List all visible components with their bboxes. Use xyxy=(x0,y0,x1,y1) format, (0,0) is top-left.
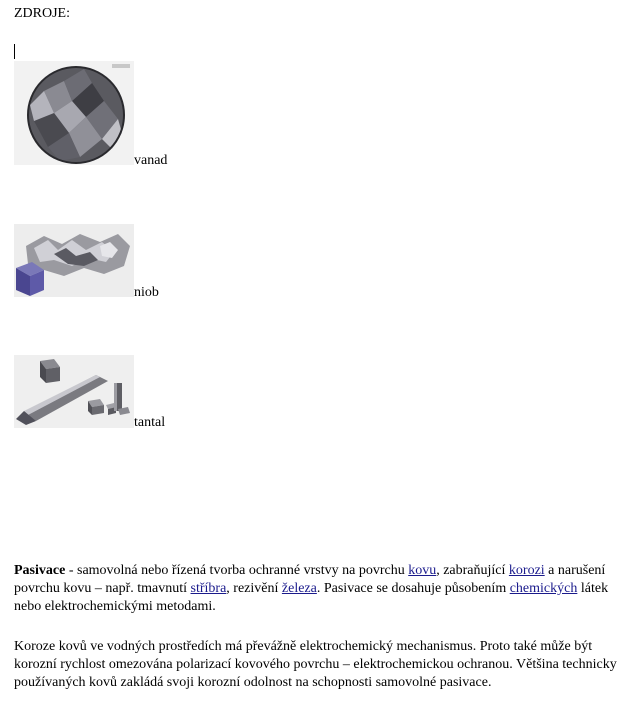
tantalum-image xyxy=(14,355,134,428)
vanadium-caption: vanad xyxy=(134,153,168,168)
corrosion-paragraph: Koroze kovů ve vodných prostředích má převážně elektrochemický mechanismus. Proto také může být korozní rychlost omezována polarizací kovového povrchu – elektrochemickou ochranou. Většina technicky používaných kovů zakládá svoji korozní odolnost na schopnosti samovolné pasivace. xyxy=(14,639,617,690)
niobium-caption: niob xyxy=(134,285,159,300)
passivation-paragraph xyxy=(14,562,618,616)
vanadium-image xyxy=(14,61,134,165)
passivation-text-3: a narušení povrchu kovu – např. tmavnutí xyxy=(14,563,606,596)
passivation-text-6: látek nebo elektrochemickými metodami. xyxy=(14,581,609,614)
passivation-text-2: , zabraňující xyxy=(436,563,509,578)
tantalum-caption: tantal xyxy=(134,415,166,430)
passivation-text-5: . Pasivace se dosahuje působením xyxy=(316,581,510,596)
passivation-text-4: , rezivění xyxy=(226,581,282,596)
sources-heading: ZDROJE: xyxy=(14,6,70,21)
niobium-image xyxy=(14,224,134,297)
text-cursor xyxy=(14,44,15,59)
link-kovu[interactable]: kovu xyxy=(408,563,437,578)
link-zeleza[interactable]: železa xyxy=(281,581,317,596)
passivation-term: Pasivace xyxy=(14,563,66,578)
link-stribra[interactable]: stříbra xyxy=(190,581,227,596)
passivation-text-1: - samovolná nebo řízená tvorba ochranné vrstvy na povrchu xyxy=(65,563,409,578)
link-chemickych[interactable]: chemických xyxy=(509,581,578,596)
link-korozi[interactable]: korozi xyxy=(508,563,545,578)
